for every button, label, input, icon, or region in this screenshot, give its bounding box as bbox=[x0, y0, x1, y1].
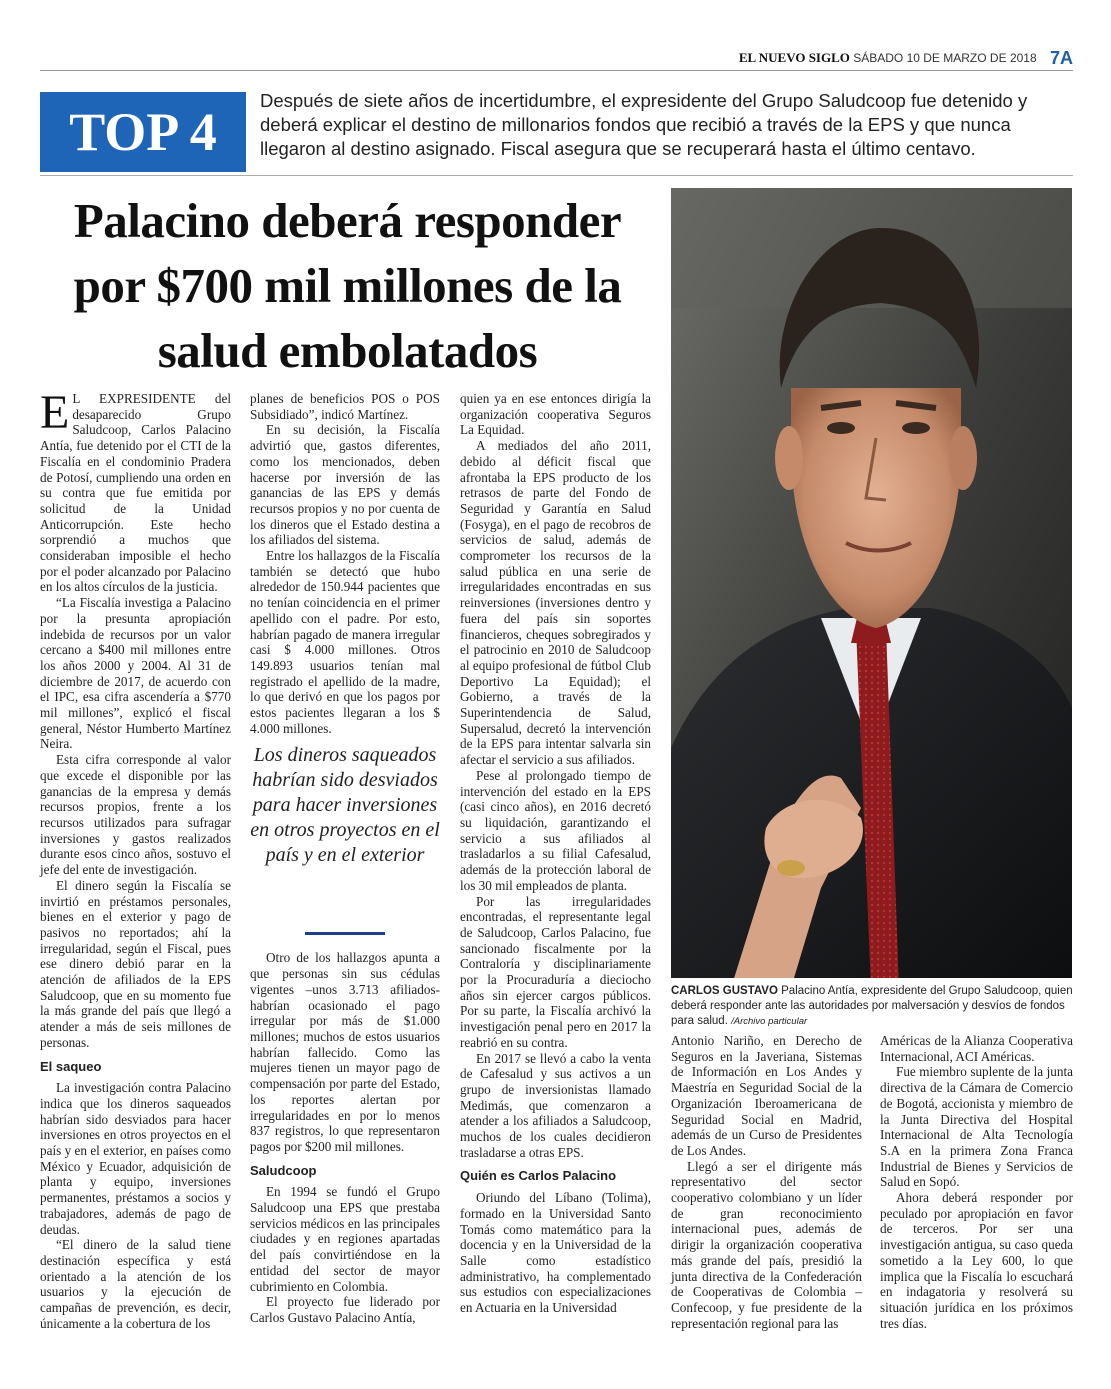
article-paragraph: Entre los hallazgos de la Fiscalía también se detectó que hubo alrededor de 150.944 pacientes que no tenían coincidencia en el primer apellido con el padre. Por esto, habrían pagado de manera irregular casi $ 4.000 millones. Otros 149.893 usuarios tenían mal registrado el apellido de la madre, lo que derivó en que los pagos por estos pacientes llegaran a los $ 4.000 millones. bbox=[250, 548, 440, 736]
article-column-4 bbox=[671, 1033, 862, 1331]
article-paragraph: “El dinero de la salud tiene destinación específica y está orientado a la atención de los usuarios y la ejecución de campañas de prevención, es decir, únicamente a la cobertura de los bbox=[40, 1237, 231, 1331]
portrait-photo bbox=[671, 188, 1072, 978]
edition-date: SÁBADO 10 DE MARZO DE 2018 bbox=[853, 51, 1037, 65]
article-paragraph: Ahora deberá responder por peculado por apropiación en favor de terceros. Por ser una investigación antigua, su caso queda sometido a la Ley 600, lo que implica que la Fiscalía lo escuchará en indagatoria y resolverá su situación jurídica en los próximos tres días. bbox=[880, 1190, 1073, 1331]
page-header bbox=[739, 48, 1073, 69]
article-column-5 bbox=[880, 1033, 1073, 1331]
photo-caption bbox=[671, 984, 1073, 1029]
article-paragraph: Llegó a ser el dirigente más representativo del sector cooperativo colombiano y un líder de gran reconocimiento internacional pues, además de dirigir la organización cooperativa más grande del país, presidió la junta directiva de la Confederación de Cooperativas de Colombia – Confecoop, y fue presidente de la representación regional para las bbox=[671, 1158, 862, 1331]
article-paragraph: En 2017 se llevó a cabo la venta de Cafesalud y sus activos a un grupo de inversionistas llamado Medimás, que comenzaron a atender a los afiliados a Saludcoop, muchos de los cuales decidieron trasladarse a otras EPS. bbox=[460, 1050, 651, 1160]
caption-text: Palacino Antía, expresidente del Grupo Saludcoop, quien deberá responder ante las autoridades por malversación y desvíos de fondos para salud. bbox=[671, 985, 1073, 1027]
article-paragraph: En su decisión, la Fiscalía advirtió que, gastos diferentes, como los mencionados, deben hacerse por inversión de las ganancias de las EPS y demás recursos propios y no por cuenta de los dineros que el Estado destina a los afiliados del sistema. bbox=[250, 422, 440, 548]
top-rule bbox=[40, 70, 1073, 71]
article-paragraph: Antonio Nariño, en Derecho de Seguros en la Javeriana, Sistemas de Información en Los Andes y Maestría en Seguridad Social de la Organización Iberoamericana de Seguridad Social en Madrid, además de un Curso de Presidentes de Los Andes. bbox=[671, 1033, 862, 1158]
subheading: Quién es Carlos Palacino bbox=[460, 1168, 617, 1184]
article-paragraph: planes de beneficios POS o POS Subsidiado”, indicó Martínez. bbox=[250, 391, 440, 422]
article-paragraph: A mediados del año 2011, debido al déficit fiscal que afrontaba la EPS producto de los retrasos de parte del Fondo de Seguridad y Garantía en Salud (Fosyga), en el pago de recobros de servicios de salud, además de comprometer los recursos de la salud pública en una serie de irregularidades encontradas en sus reinversiones (inversiones dentro y fuera del país sin soportes financieros, cheques sobregirados y el patrocinio en 2010 de Saludcoop al equipo profesional de fútbol Club Deportivo La Equidad); el Gobierno, a través de la Superintendencia de Salud, Supersalud, decretó la intervención de la EPS para intentar salvarla sin afectar el servicio a sus afiliados. bbox=[460, 438, 651, 768]
article-paragraph: quien ya en ese entonces dirigía la organización cooperativa Seguros La Equidad. bbox=[460, 391, 651, 438]
article-paragraph: Américas de la Alianza Cooperativa Internacional, ACI Américas. bbox=[880, 1033, 1073, 1064]
article-paragraph: “La Fiscalía investiga a Palacino por la presunta apropiación indebida de recursos por un valor cercano a $400 mil millones entre los años 2000 y 2004. Al 31 de diciembre de 2017, de acuerdo con el IPC, esa cifra ascendería a $770 mil millones”, explicó el fiscal general, Néstor Humberto Martínez Neira. bbox=[40, 595, 231, 752]
page-number: 7A bbox=[1049, 48, 1073, 68]
section-label: TOP 4 bbox=[40, 92, 246, 172]
pull-quote: Los dineros saqueados habrían sido desviados para hacer inversiones en otros proyectos en el país y en el exterior bbox=[250, 744, 440, 866]
caption-credit: /Archivo particular bbox=[731, 1016, 808, 1027]
article-paragraph: E L EXPRESIDENTE del desaparecido Grupo Saludcoop, Carlos Palacino Antía, fue detenido por el CTI de la Fiscalía en el condominio Pradera de Potosí, cumpliendo una orden en su contra que fue emitida por solicitud de la Unidad Anticorrupción. Este hecho sorprendió a muchos que consideraban imposible el hecho por el poder alcanzado por Palacino en los altos círculos de la justicia. bbox=[40, 386, 231, 595]
article-column-1 bbox=[40, 386, 231, 1331]
pull-quote-rule bbox=[305, 932, 385, 935]
lead-paragraph: Después de siete años de incertidumbre, el expresidente del Grupo Saludcoop fue detenido y deberá explicar el destino de millonarios fondos que recibió a través de la EPS y que nunca llegaron al destino asignado. Fiscal asegura que se recuperará hasta el último centavo. bbox=[260, 90, 1028, 159]
newspaper-name: EL NUEVO SIGLO bbox=[738, 50, 850, 65]
article-paragraph: El dinero según la Fiscalía se invirtió en préstamos personales, bienes en el exterior y pago de pasivos no reportados; ahí la irregularidad, según el Fiscal, pues ese dinero debió parar en la atención de afiliados de la EPS Saludcoop, que en su momento fue la más grande del país que llegó a atender a más de seis millones de personas. bbox=[40, 877, 231, 1050]
drop-cap: E bbox=[40, 386, 70, 439]
portrait-illustration bbox=[671, 188, 1072, 978]
article-paragraph: Por las irregularidades encontradas, el representante legal de Saludcoop, Carlos Palacino, fue sancionado fiscalmente por la Contraloría y disciplinariamente por la Procuraduría a dieciocho años sin ejercer cargos públicos. Por su parte, la Fiscalía archivó la investigación penal pero en 2017 la reabrió en su contra. bbox=[460, 893, 651, 1050]
article-paragraph: La investigación contra Palacino indica que los dineros saqueados habrían sido desviados para hacer inversiones en otros proyectos en el país y en el exterior, en países como México y Ecuador, adquisición de planta y equipo, inversiones permanentes, préstamos a socios y trabajadores, además de pago de deudas. bbox=[40, 1080, 231, 1237]
article-paragraph: El proyecto fue liderado por Carlos Gustavo Palacino Antía, bbox=[250, 1294, 440, 1325]
article-column-3 bbox=[460, 391, 651, 1316]
article-paragraph: Pese al prolongado tiempo de intervención del estado en la EPS (casi cinco años), en 2016 decretó su liquidación, garantizando el servicio a sus afiliados al trasladarlos a su filial Cafesalud, además de la protección laboral de los 30 mil empleados de planta. bbox=[460, 767, 651, 893]
article-paragraph: Fue miembro suplente de la junta directiva de la Cámara de Comercio de Bogotá, accionista y miembro de la Junta Directiva del Hospital Internacional de Alta Tecnología S.A en la primera Zona Franca Industrial de Bienes y Servicios de Salud en Sopó. bbox=[880, 1064, 1073, 1190]
lead-rule bbox=[40, 175, 1073, 176]
subheading: Saludcoop bbox=[250, 1162, 317, 1178]
article-paragraph: Esta cifra corresponde al valor que excede el disponible por las ganancias de la empresa y demás recursos propios, frente a los recursos utilizados para sufragar inversiones y gastos realizados durante esos cinco años, sostuvo el jefe del ente de investigación. bbox=[40, 752, 231, 878]
article-paragraph: Otro de los hallazgos apunta a que personas sin sus cédulas vigentes –unos 3.713 afiliados- habrían ocasionado el pago irregular por más de $1.000 millones; muchos de estos usuarios habrían fallecido. Como las mujeres tienen un mayor pago de compensación por parte del Estado, los reportes alertan por irregularidades en por lo menos 837 registros, lo que representaron pagos por $200 mil millones. bbox=[250, 950, 440, 1154]
article-paragraph: En 1994 se fundó el Grupo Saludcoop una EPS que prestaba servicios médicos en las principales ciudades y en regiones apartadas del país convirtiéndose en la entidad del sector de mayor cubrimiento en Colombia. bbox=[250, 1184, 440, 1294]
subheading: El saqueo bbox=[40, 1058, 102, 1074]
caption-name: CARLOS GUSTAVO bbox=[671, 985, 778, 997]
headline: Palacino deberá responder por $700 mil millones de la salud embolatados bbox=[73, 193, 622, 378]
article-paragraph: Oriundo del Líbano (Tolima), formado en la Universidad Santo Tomás como matemático para la docencia y en la Universidad de la Salle como estadístico administrativo, ha complementado sus estudios con especializaciones en Actuaria en la Universidad bbox=[460, 1190, 651, 1316]
